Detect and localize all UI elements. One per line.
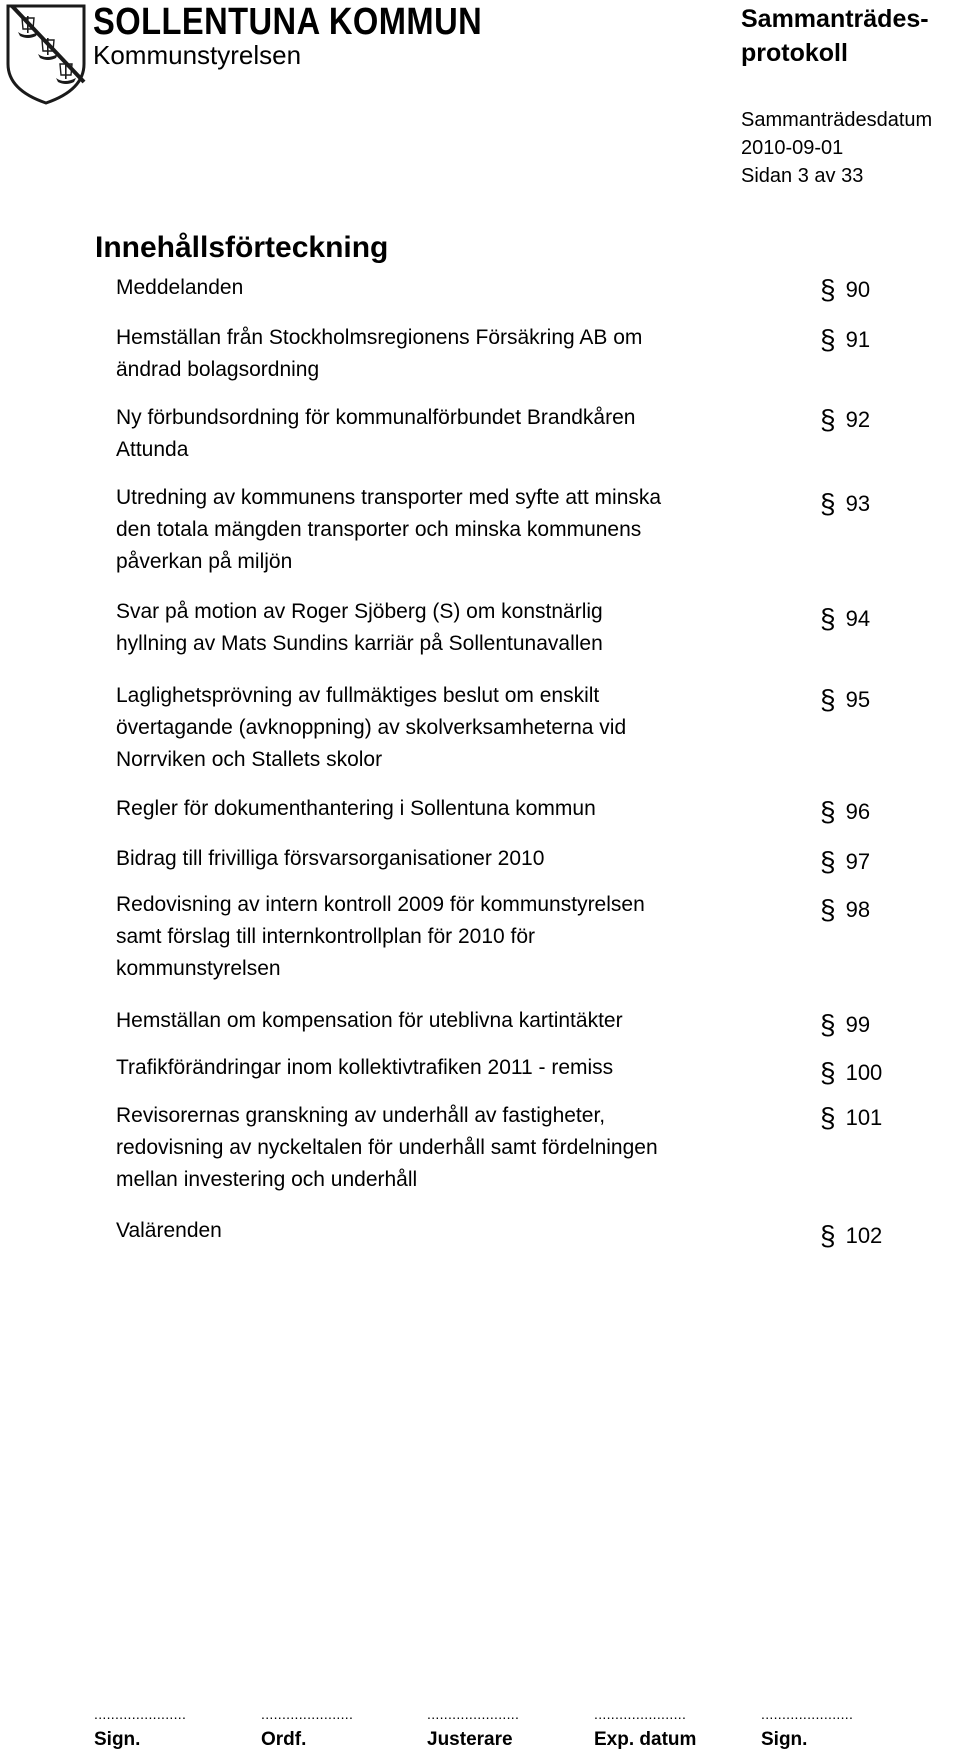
toc-item-text: Svar på motion av Roger Sjöberg (S) om konstnärlig hyllning av Mats Sundins karriär på Sollentunavallen <box>116 600 603 655</box>
chair-label: Ordf. <box>261 1729 307 1750</box>
toc-item-ref <box>820 1009 870 1041</box>
toc-item-ref <box>820 894 870 926</box>
toc-item-number: 98 <box>845 897 871 922</box>
section-icon: § <box>820 603 836 634</box>
toc-item-ref <box>820 274 870 306</box>
toc-item-number: 99 <box>845 1012 871 1037</box>
section-icon: § <box>820 324 836 355</box>
document-type-line-1: Sammanträdes- <box>741 5 929 33</box>
toc-item-text: Bidrag till frivilliga försvarsorganisationer 2010 <box>116 847 545 870</box>
toc-item-number: 100 <box>845 1060 883 1085</box>
toc-item-text: Hemställan om kompensation för uteblivna kartintäkter <box>116 1009 623 1032</box>
adjuster-label: Justerare <box>427 1729 513 1750</box>
meeting-date-label: Sammanträdesdatum <box>741 109 933 131</box>
section-icon: § <box>820 1102 836 1133</box>
section-icon: § <box>820 404 836 435</box>
document-type <box>741 2 956 70</box>
signature-label: Sign. <box>761 1729 808 1750</box>
coat-of-arms-logo <box>4 2 88 106</box>
organization-name: SOLLENTUNA KOMMUN <box>93 1 483 43</box>
toc-item-number: 94 <box>845 606 871 631</box>
toc-item-ref <box>820 1102 882 1134</box>
section-icon: § <box>820 488 836 519</box>
toc-item-number: 101 <box>845 1105 883 1130</box>
toc-item-ref <box>820 684 870 716</box>
toc-item-ref <box>820 846 870 878</box>
document-meta <box>741 106 932 190</box>
signature-line: ...................... <box>94 1706 187 1722</box>
meeting-date: 2010-09-01 <box>741 137 844 159</box>
signature-line: ...................... <box>761 1706 854 1722</box>
toc-item-text: Ny förbundsordning för kommunalförbundet Brandkåren Attunda <box>116 406 636 461</box>
toc-item-ref <box>820 796 870 828</box>
toc-item-text: Hemställan från Stockholmsregionens Försäkring AB om ändrad bolagsordning <box>116 326 643 381</box>
toc-item-number: 92 <box>845 407 871 432</box>
toc-item-number: 95 <box>845 687 871 712</box>
toc-item-ref <box>820 1057 882 1089</box>
toc-item-text: Revisorernas granskning av underhåll av fastigheter, redovisning av nyckeltalen för underhåll samt fördelningen mellan investering och underhåll <box>116 1104 658 1191</box>
page-number: Sidan 3 av 33 <box>741 165 864 187</box>
toc-item-ref <box>820 404 870 436</box>
section-icon: § <box>820 274 836 305</box>
toc-item-text: Trafikförändringar inom kollektivtrafiken 2011 - remiss <box>116 1056 614 1079</box>
section-icon: § <box>820 1220 836 1251</box>
signature-line: ...................... <box>427 1706 520 1722</box>
toc-item-number: 93 <box>845 491 871 516</box>
section-icon: § <box>820 894 836 925</box>
section-icon: § <box>820 1009 836 1040</box>
dispatch-date-label: Exp. datum <box>594 1729 697 1750</box>
toc-title: Innehållsförteckning <box>95 231 389 264</box>
section-icon: § <box>820 1057 836 1088</box>
toc-item-ref <box>820 324 870 356</box>
signature-line: ...................... <box>594 1706 687 1722</box>
toc-item-text: Utredning av kommunens transporter med syfte att minska den totala mängden transporter och minska kommunens påverkan på miljön <box>116 486 662 573</box>
toc-item-text: Laglighetsprövning av fullmäktiges beslut om enskilt övertagande (avknoppning) av skolverksamheterna vid Norrviken och Stallets skolor <box>116 684 627 771</box>
toc-item-text: Regler för dokumenthantering i Sollentuna kommun <box>116 797 596 820</box>
organization-unit: Kommunstyrelsen <box>93 40 302 70</box>
signature-label: Sign. <box>94 1729 141 1750</box>
toc-item-number: 96 <box>845 799 871 824</box>
toc-item-number: 91 <box>845 327 871 352</box>
toc-item-text: Redovisning av intern kontroll 2009 för kommunstyrelsen samt förslag till internkontrollplan för 2010 för kommunstyrelsen <box>116 893 645 980</box>
toc-item-text: Valärenden <box>116 1219 222 1242</box>
section-icon: § <box>820 684 836 715</box>
toc-item-ref <box>820 603 870 635</box>
section-icon: § <box>820 846 836 877</box>
toc-item-ref <box>820 1220 882 1252</box>
signature-line: ...................... <box>261 1706 354 1722</box>
section-icon: § <box>820 796 836 827</box>
toc-item-number: 90 <box>845 277 871 302</box>
toc-item-number: 97 <box>845 849 871 874</box>
toc-item-text: Meddelanden <box>116 276 244 299</box>
toc-item-number: 102 <box>845 1223 883 1248</box>
document-type-line-2: protokoll <box>741 39 848 67</box>
toc-item-ref <box>820 488 870 520</box>
